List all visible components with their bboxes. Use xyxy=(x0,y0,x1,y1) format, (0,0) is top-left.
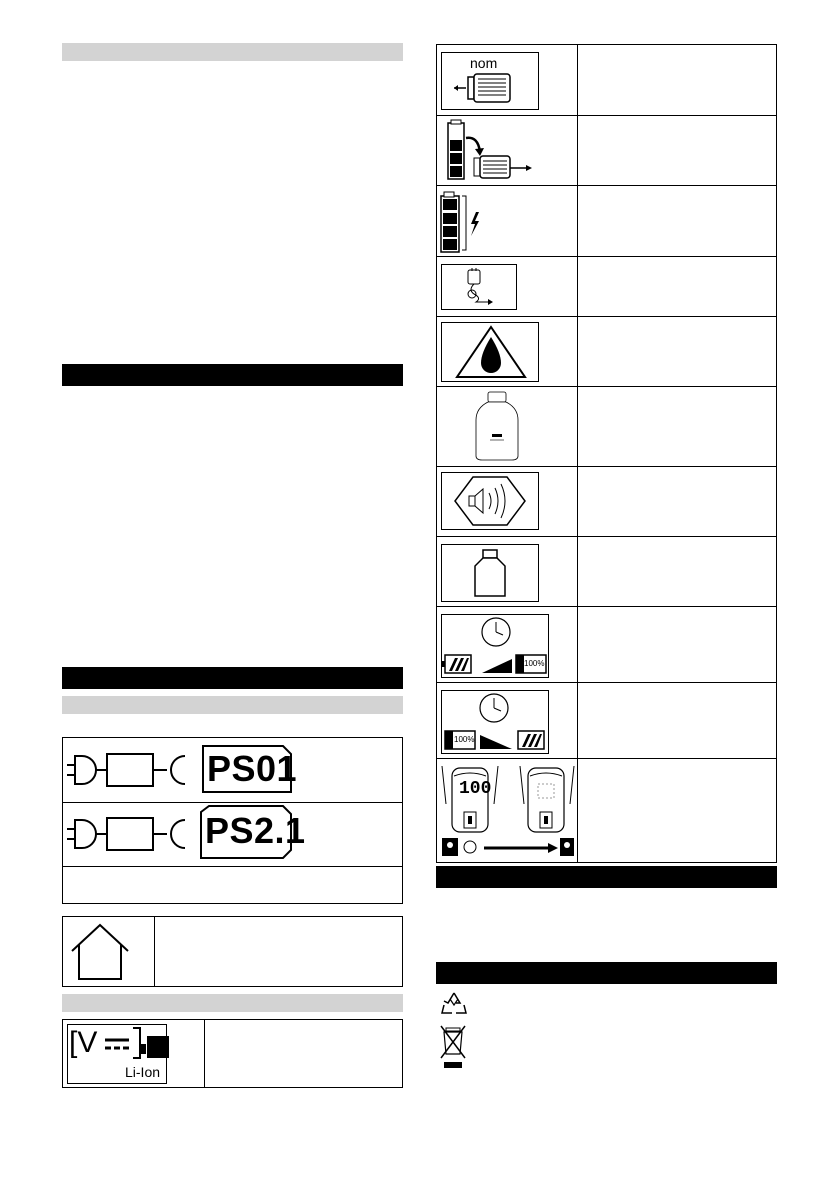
weight-icon xyxy=(472,548,508,598)
discharge-percent: 100% xyxy=(454,735,475,744)
bottle-icon xyxy=(474,390,520,462)
battery-charge-icon xyxy=(438,190,488,254)
dc-symbol-icon xyxy=(103,1034,133,1056)
indoor-use-box xyxy=(62,916,403,987)
charger-cable-icon xyxy=(462,268,512,308)
power-supply-table xyxy=(62,737,403,904)
nom-label: nom xyxy=(470,55,498,71)
battery-to-motor-icon xyxy=(444,118,540,182)
li-ion-label: Li-Ion xyxy=(125,1064,161,1080)
oil-warning-icon xyxy=(455,325,527,379)
section-header-black-2 xyxy=(62,667,403,689)
weee-bin-icon xyxy=(440,1024,466,1070)
nominal-motor-icon xyxy=(452,72,522,106)
recycle-icon xyxy=(440,991,468,1017)
section-header-gray-3 xyxy=(62,994,403,1012)
section-header-black-1 xyxy=(62,364,403,386)
section-header-gray-2 xyxy=(62,696,403,714)
sound-level-icon xyxy=(453,475,527,527)
battery-pack-icon xyxy=(141,1034,169,1060)
charging-percent: 100% xyxy=(524,659,545,668)
voltage-label: [V xyxy=(69,1026,98,1059)
ps01-label: PS01 xyxy=(207,748,298,789)
ps21-label: PS2.1 xyxy=(205,810,306,851)
section-header-black-3 xyxy=(436,866,777,888)
plug-adapter-icon-2 xyxy=(67,812,197,856)
display-value: 100 xyxy=(459,779,492,799)
plug-adapter-icon xyxy=(67,748,197,792)
section-header-gray-1 xyxy=(62,43,403,61)
house-icon xyxy=(69,921,131,983)
section-header-black-4 xyxy=(436,962,777,984)
battery-voltage-box xyxy=(62,1019,403,1088)
